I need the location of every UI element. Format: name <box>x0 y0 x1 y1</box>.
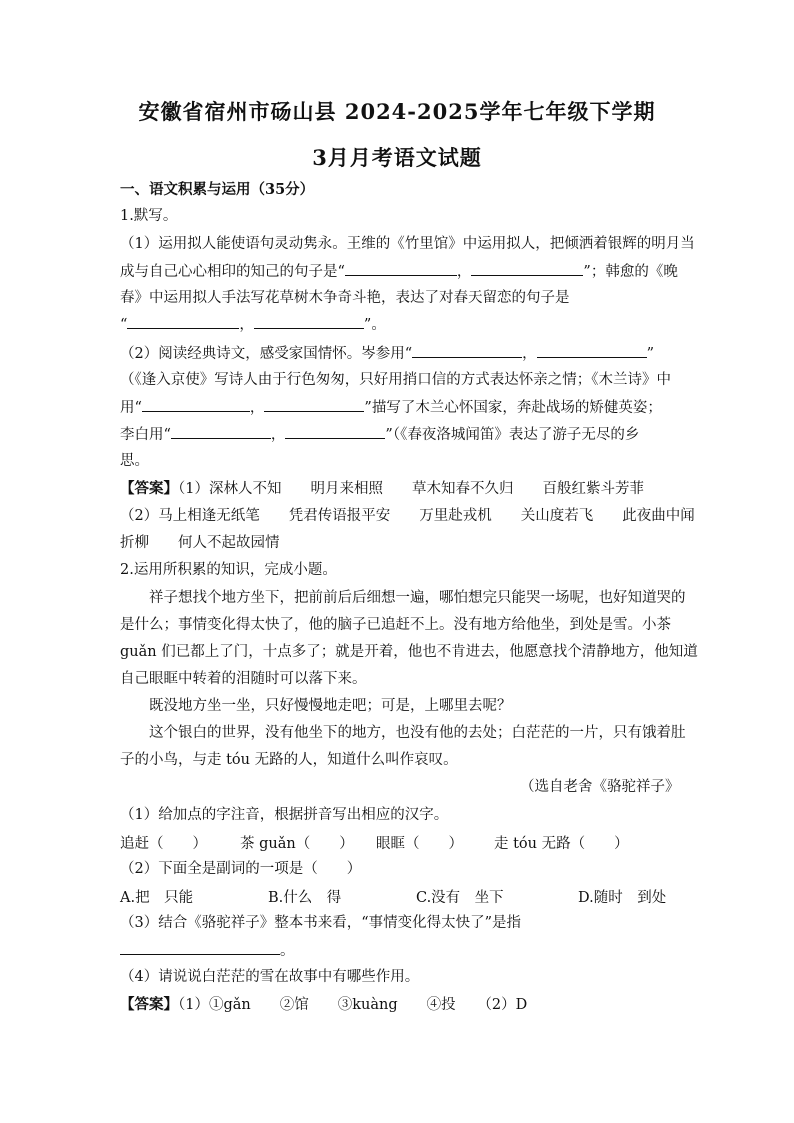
fill-blank[interactable] <box>254 314 364 329</box>
q2-sub2-option-c: C.没有 坐下 <box>416 890 504 906</box>
fill-blank[interactable] <box>471 261 583 276</box>
passage-source: （选自老舍《骆驼祥子》 <box>520 779 680 795</box>
q2-answer <box>120 995 527 1015</box>
q2-sub4: （4）请说说白茫茫的雪在故事中有哪些作用。 <box>120 969 420 985</box>
text: ， <box>522 346 537 362</box>
q1-answer-line3: 折柳 何人不起故园情 <box>120 535 280 551</box>
exam-title-line1: 安徽省宿州市砀山县 2024-2025学年七年级下学期 <box>138 99 656 124</box>
fill-blank[interactable] <box>285 424 385 439</box>
text: “ <box>120 317 128 333</box>
fill-blank[interactable] <box>120 940 280 955</box>
exam-title-line2: 3月月考语文试题 <box>312 145 482 170</box>
q2-sub3-line2 <box>120 940 295 961</box>
fill-blank[interactable] <box>345 261 457 276</box>
q2-sub1: （1）给加点的字注音，根据拼音写出相应的汉字。 <box>120 807 449 823</box>
text: ”；韩愈的《晚 <box>583 264 678 280</box>
passage-para3-line1: 这个银白的世界，没有他坐下的地方，也没有他的去处；白茫茫的一片，只有饿着肚 <box>149 725 686 741</box>
text: ， <box>239 317 254 333</box>
text: 李白用“ <box>120 427 171 443</box>
text: 成与自己心心相印的知己的句子是“ <box>120 264 345 280</box>
q1-part2-line3 <box>120 397 662 418</box>
text: （2）阅读经典诗文，感受家国情怀。岑参用“ <box>120 346 413 362</box>
text: ” <box>646 346 655 362</box>
text: ， <box>270 427 286 443</box>
section-heading: 一、语文积累与运用（35分） <box>120 181 315 198</box>
fill-blank[interactable] <box>537 343 647 358</box>
fill-blank[interactable] <box>142 397 250 412</box>
q1-part2-line2: （《逢入京使》写诗人由于行色匆匆，只好用捎口信的方式表达怀亲之情；《木兰诗》中 <box>120 372 671 388</box>
q1-answer-line2: （2）马上相逢无纸笔 凭君传语报平安 万里赴戎机 关山度若飞 此夜曲中闻 <box>120 508 695 524</box>
q1-part1-line4 <box>120 314 386 335</box>
q2-sub1-item: 茶 guǎn（ ） <box>240 836 354 852</box>
fill-blank[interactable] <box>264 397 364 412</box>
text: 用“ <box>120 400 142 416</box>
fill-blank[interactable] <box>127 314 239 329</box>
answer-label: 【答案】 <box>120 480 178 497</box>
question-1-number: 1.默写。 <box>120 208 178 224</box>
text: ， <box>456 264 472 280</box>
q2-sub2-option-a: A.把 只能 <box>120 890 194 906</box>
answer-label: 【答案】 <box>120 996 178 1013</box>
q2-sub2-option-b: B.什么 得 <box>268 890 342 906</box>
passage-para1-line3: guǎn 们已都上了门，十点多了；就是开着，他也不肯进去，他愿意找个清静地方，他知道 <box>120 644 698 660</box>
q2-sub1-item: 眼眶（ ） <box>376 836 463 852</box>
q1-part1-line3: 春》中运用拟人手法写花草树木争奇斗艳，表达了对春天留恋的句子是 <box>120 290 570 306</box>
passage-para1-line1: 祥子想找个地方坐下，把前前后后细想一遍，哪怕想完只能哭一场呢，也好知道哭的 <box>149 590 686 606</box>
passage-para1-line2: 是什么；事情变化得太快了，他的脑子已追赶不上。没有地方给他坐，到处是雪。小茶 <box>120 617 671 633</box>
answer-text: （1）①gǎn ②馆 ③kuàng ④投 （2）D <box>178 997 528 1013</box>
q1-part2-line5: 思。 <box>120 453 149 469</box>
q2-sub1-item: 走 tóu 无路（ ） <box>494 836 629 852</box>
q1-part2-line1 <box>120 343 654 364</box>
q1-part1-line1: （1）运用拟人能使语句灵动隽永。王维的《竹里馆》中运用拟人，把倾洒着银辉的明月当 <box>120 236 695 252</box>
q1-part1-line2 <box>120 261 678 282</box>
answer-text: （1）深林人不知 明月来相照 草木知春不久归 百般红紫斗芳菲 <box>178 481 644 497</box>
fill-blank[interactable] <box>171 424 271 439</box>
question-2-number: 2.运用所积累的知识，完成小题。 <box>120 562 337 578</box>
q1-part2-line4 <box>120 424 639 445</box>
text: ， <box>249 400 265 416</box>
text: ”描写了木兰心怀国家，奔赴战场的矫健英姿； <box>364 400 662 416</box>
fill-blank[interactable] <box>412 343 522 358</box>
q1-answer-line1 <box>120 479 644 499</box>
passage-para2: 既没地方坐一坐，只好慢慢地走吧；可是，上哪里去呢？ <box>149 698 512 714</box>
passage-para1-line4: 自己眼眶中转着的泪随时可以落下来。 <box>120 671 367 687</box>
q2-sub2-option-d: D.随时 到处 <box>578 890 667 906</box>
passage-para3-line2: 子的小鸟，与走 tóu 无路的人，知道什么叫作哀叹。 <box>120 752 458 768</box>
text: ”。 <box>363 317 386 333</box>
text: ”（《春夜洛城闻笛》表达了游子无尽的乡 <box>385 427 640 443</box>
text: 。 <box>280 943 295 959</box>
q2-sub3-line1: （3）结合《骆驼祥子》整本书来看，“事情变化得太快了”是指 <box>120 915 522 931</box>
q2-sub2: （2）下面全是副词的一项是（ ） <box>120 861 362 877</box>
q2-sub1-item: 追赶（ ） <box>120 836 207 852</box>
